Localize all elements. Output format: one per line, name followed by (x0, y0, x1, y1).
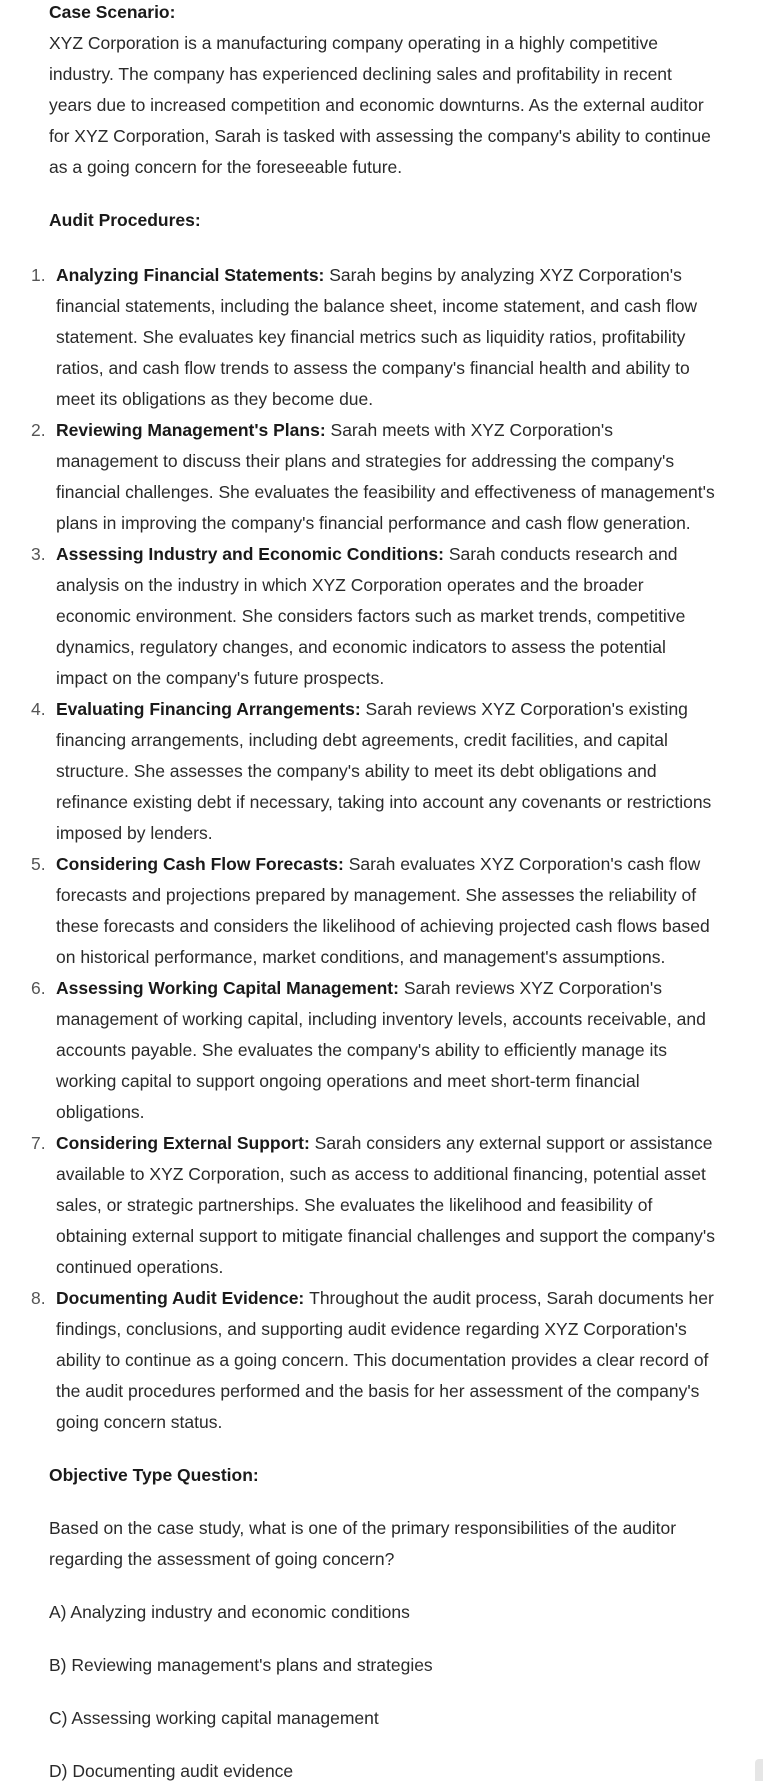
answer-option-c: C) Assessing working capital management (49, 1708, 379, 1728)
question-heading: Objective Type Question: (49, 1465, 259, 1485)
case-scenario-text: XYZ Corporation is a manufacturing company operating in a highly competitive industry. The company has experienced declining sales and profitability in recent years due to increased competition and economic downturns. As the external auditor for XYZ Corporation, Sarah is tasked with assessing the company's ability to continue as a going concern for the foreseeable future. (49, 33, 711, 177)
list-item-title: Documenting Audit Evidence: (56, 1288, 310, 1308)
list-item-text: Sarah considers any external support or assistance available to XYZ Corporation, such as access to additional financing, potential asset sales, or strategic partnerships. She evaluates the likelihood and feasibility of obtaining external support to mitigate financial challenges and support the company's continued operations. (56, 1133, 716, 1277)
answer-option-b: B) Reviewing management's plans and strategies (49, 1655, 433, 1675)
audit-procedures-list (31, 260, 719, 1438)
list-item (31, 415, 719, 539)
list-item-title: Analyzing Financial Statements: (56, 265, 330, 285)
list-item-text: Sarah meets with XYZ Corporation's management to discuss their plans and strategies for addressing the company's financial challenges. She evaluates the feasibility and effectiveness of management's plans in improving the company's financial performance and cash flow generation. (56, 420, 715, 533)
list-item (31, 849, 719, 973)
list-item (31, 260, 719, 415)
list-item-number: 8. (31, 1288, 46, 1308)
list-item-title: Assessing Working Capital Management: (56, 978, 404, 998)
list-item-number: 1. (31, 265, 46, 285)
list-item-number: 7. (31, 1133, 46, 1153)
list-item-number: 5. (31, 854, 46, 874)
list-item-text: Sarah conducts research and analysis on the industry in which XYZ Corporation operates and the broader economic environment. She considers factors such as market trends, competitive dynamics, regulatory changes, and economic indicators to assess the potential impact on the company's future prospects. (56, 544, 686, 688)
list-item (31, 1283, 719, 1438)
list-item-text: Sarah begins by analyzing XYZ Corporation's financial statements, including the balance sheet, income statement, and cash flow statement. She evaluates key financial metrics such as liquidity ratios, profitability ratios, and cash flow trends to assess the company's financial health and ability to meet its obligations as they become due. (56, 265, 698, 409)
list-item (31, 539, 719, 694)
scrollbar[interactable] (755, 1759, 763, 1781)
document-body (31, 0, 719, 1787)
list-item (31, 694, 719, 849)
list-item-text: Sarah evaluates XYZ Corporation's cash flow forecasts and projections prepared by management. She assesses the reliability of these forecasts and considers the likelihood of achieving projected cash flows based on historical performance, market conditions, and management's assumptions. (56, 854, 710, 967)
list-item-text: Throughout the audit process, Sarah documents her findings, conclusions, and supporting audit evidence regarding XYZ Corporation's ability to continue as a going concern. This documentation provides a clear record of the audit procedures performed and the basis for her assessment of the company's going concern status. (56, 1288, 714, 1432)
list-item-title: Evaluating Financing Arrangements: (56, 699, 366, 719)
list-item-number: 6. (31, 978, 46, 998)
answer-option-a: A) Analyzing industry and economic conditions (49, 1602, 410, 1622)
list-item-title: Assessing Industry and Economic Conditions: (56, 544, 449, 564)
list-item-number: 3. (31, 544, 46, 564)
answer-option-d: D) Documenting audit evidence (49, 1761, 294, 1781)
question-text: Based on the case study, what is one of the primary responsibilities of the auditor regarding the assessment of going concern? (49, 1518, 677, 1569)
case-scenario-heading: Case Scenario: (49, 2, 176, 22)
audit-procedures-heading: Audit Procedures: (49, 210, 201, 230)
list-item-title: Considering External Support: (56, 1133, 315, 1153)
list-item-text: Sarah reviews XYZ Corporation's management of working capital, including inventory levels, accounts receivable, and accounts payable. She evaluates the company's ability to efficiently manage its working capital to support ongoing operations and meet short-term financial obligations. (56, 978, 706, 1122)
list-item (31, 973, 719, 1128)
list-item-number: 4. (31, 699, 46, 719)
list-item-number: 2. (31, 420, 46, 440)
list-item-title: Reviewing Management's Plans: (56, 420, 331, 440)
list-item-text: Sarah reviews XYZ Corporation's existing financing arrangements, including debt agreements, credit facilities, and capital structure. She assesses the company's ability to meet its debt obligations and refinance existing debt if necessary, taking into account any covenants or restrictions imposed by lenders. (56, 699, 712, 843)
list-item-title: Considering Cash Flow Forecasts: (56, 854, 349, 874)
list-item (31, 1128, 719, 1283)
